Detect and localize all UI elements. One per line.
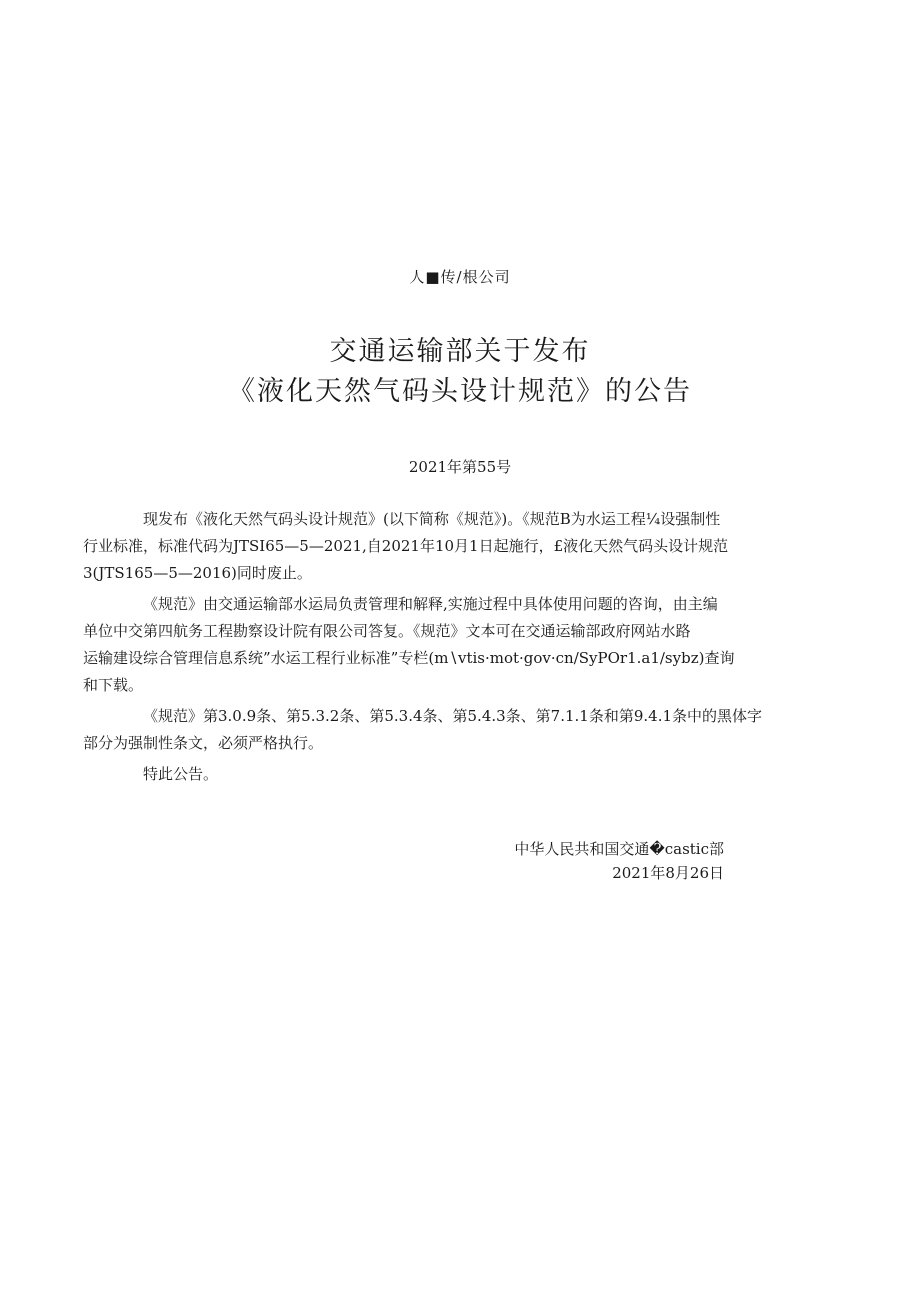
- paragraph-2-line-3: 运输建设综合管理信息系统”水运工程行业标准”专栏(m∖vtis·mot·gov·cn/SyPOr1.a1∕sybz)查询: [83, 649, 735, 667]
- paragraph-3-line-2: 部分为强制性条文，必须严格执行。: [83, 734, 324, 752]
- paragraph-4: [113, 761, 813, 788]
- header-text: 人■传/根公司: [409, 268, 511, 286]
- paragraph-1-line-3: 3(JTS165—5—2016)同时废止。: [83, 564, 312, 582]
- paragraph-1-line-2: 行业标准，标准代码为JTSI65—5—2021,自2021年10月1日起施行，£液化天然气码头设计规范: [83, 537, 729, 555]
- document-number: 2021年第55号: [408, 458, 512, 476]
- signature-date: 2021年8月26日: [612, 864, 724, 882]
- paragraph-3-line-1: 《规范》第3.0.9条、第5.3.2条、第5.3.4条、第5.4.3条、第7.1.1条和第9.4.1条中的黑体字: [143, 707, 763, 725]
- paragraph-1-line-1: 现发布《液化天然气码头设计规范》(以下简称《规范》)。《规范B为水运工程¼设强制性: [143, 510, 721, 528]
- signature-organization: 中华人民共和国交通�castic部: [514, 840, 724, 858]
- body-text: [83, 506, 813, 788]
- paragraph-2-line-4: 和下载。: [83, 676, 144, 694]
- paragraph-4-line-1: 特此公告。: [143, 765, 219, 783]
- paragraph-2-line-2: 单位中交第四航务工程勘察设计院有限公司答复。《规范》文本可在交通运输部政府网站水路: [83, 622, 691, 640]
- title-line-1: 交通运输部关于发布: [329, 336, 591, 367]
- paragraph-3: [83, 703, 813, 757]
- paragraph-2-line-1: 《规范》由交通运输部水运局负责管理和解释,实施过程中具体使用问题的咨询，由主编: [143, 595, 718, 613]
- title-line-2: 《液化天然气码头设计规范》的公告: [228, 376, 692, 407]
- paragraph-1: [83, 506, 813, 587]
- paragraph-2: [83, 591, 813, 699]
